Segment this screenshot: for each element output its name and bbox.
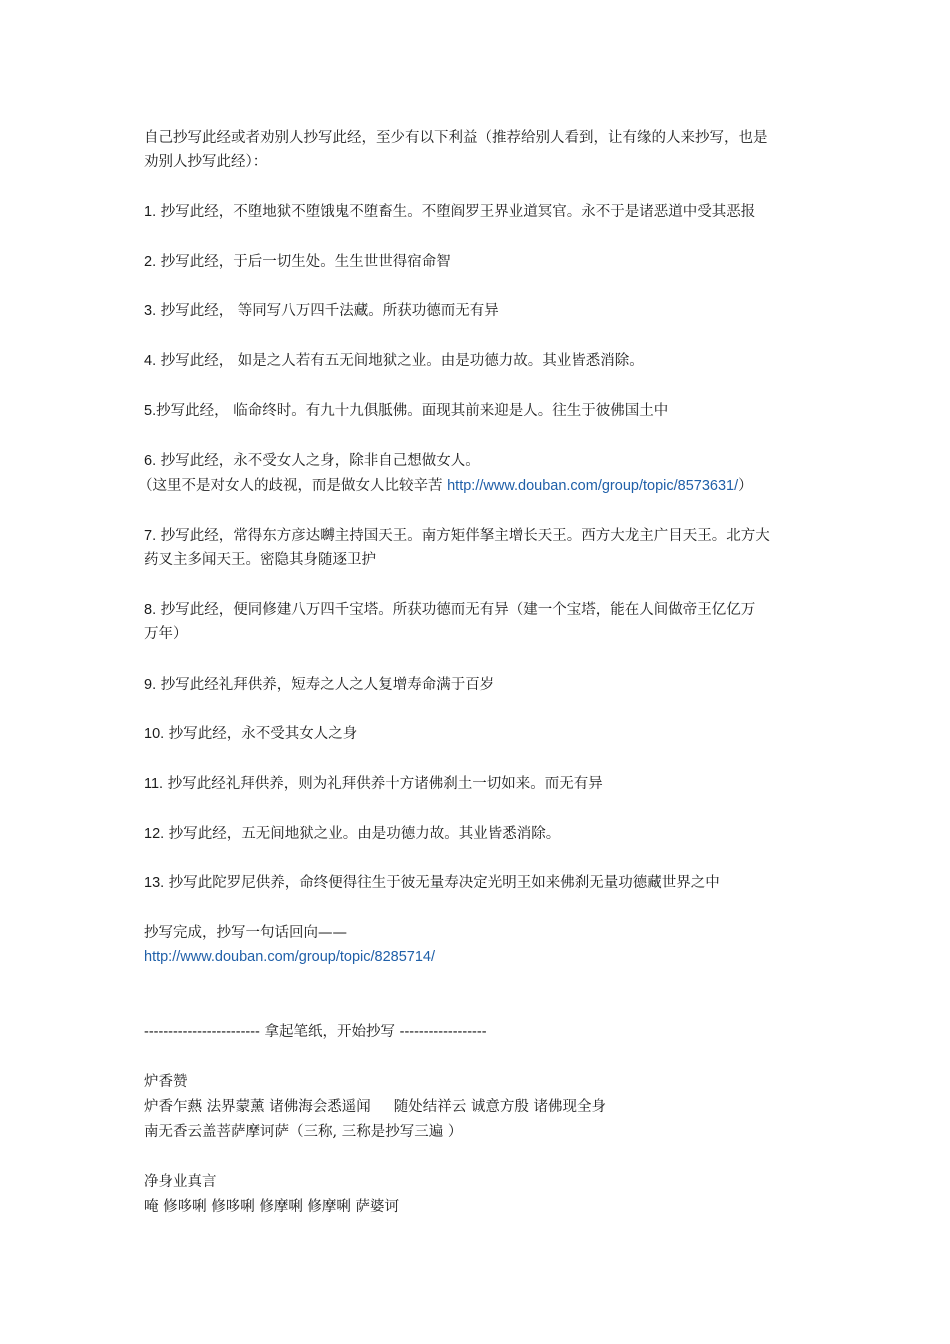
douban-topic-link-8573631[interactable]: http://www.douban.com/group/topic/8573631/ (447, 478, 739, 494)
benefit-8-continuation: 万年） (144, 626, 188, 642)
purify-title: 净身业真言 (144, 1174, 217, 1190)
benefit-text: 抄写此经，永不受其女人之身 (164, 726, 358, 742)
benefit-text: 抄写此经，于后一切生处。生生世世得宿命智 (156, 254, 451, 270)
benefit-number: 11. (144, 776, 164, 792)
benefit-text: 抄写此经礼拜供养，短寿之人之人复增寿命满于百岁 (156, 677, 495, 693)
benefit-number: 5. (144, 403, 157, 419)
note-prefix: （这里不是对女人的歧视，而是做女人比较辛苦 (138, 478, 448, 494)
benefit-item (144, 871, 720, 896)
benefit-text: 抄写此经， 临命终时。有九十九俱胝佛。面现其前来迎是人。往生于彼佛国土中 (156, 403, 669, 419)
benefit-item (144, 200, 755, 225)
divider-text: 拿起笔纸，开始抄写 (259, 1024, 400, 1040)
benefit-item (144, 299, 499, 324)
benefit-number: 8. (144, 602, 157, 618)
benefit-text: 抄写此经，五无间地狱之业。由是功德力故。其业皆悉消除。 (164, 826, 561, 842)
benefit-number: 10. (144, 726, 165, 742)
divider-dashes-left: ------------------------ (144, 1024, 260, 1040)
benefit-item (144, 399, 668, 424)
benefit-item (144, 250, 451, 275)
benefit-item (144, 673, 494, 698)
benefit-number: 12. (144, 826, 165, 842)
benefit-item (144, 722, 357, 747)
completion-link-row (144, 945, 435, 970)
douban-topic-link-8285714[interactable]: http://www.douban.com/group/topic/8285714/ (144, 949, 435, 965)
benefit-text: 抄写此经， 如是之人若有五无间地狱之业。由是功德力故。其业皆悉消除。 (156, 353, 644, 369)
purify-line-1: 唵 修哆唎 修哆唎 修摩唎 修摩唎 萨婆诃 (144, 1199, 400, 1215)
intro-line-2: 劝别人抄写此经）： (144, 154, 268, 170)
benefit-7-continuation: 药叉主多闻天王。密隐其身随逐卫护 (144, 552, 376, 568)
benefit-item (144, 449, 480, 474)
section-divider (144, 1020, 487, 1045)
divider-dashes-right: ------------------ (399, 1024, 487, 1040)
incense-line-1: 炉香乍爇 法界蒙薰 诸佛海会悉遥闻 随处结祥云 诚意方殷 诸佛现全身 (144, 1099, 606, 1115)
benefit-number: 9. (144, 677, 157, 693)
benefit-text: 抄写此经，永不受女人之身，除非自己想做女人。 (156, 453, 480, 469)
completion-text: 抄写完成，抄写一句话回向—— (144, 925, 347, 941)
benefit-item (144, 822, 560, 847)
benefit-text: 抄写此经礼拜供养，则为礼拜供养十方诸佛刹土一切如来。而无有异 (163, 776, 603, 792)
benefit-number: 4. (144, 353, 157, 369)
benefit-number: 2. (144, 254, 157, 270)
incense-title: 炉香赞 (144, 1074, 188, 1090)
intro-line-1: 自己抄写此经或者劝别人抄写此经，至少有以下利益（推荐给别人看到，让有缘的人来抄写，也是 (144, 130, 768, 146)
benefit-item (144, 772, 603, 797)
benefit-item (144, 524, 770, 549)
incense-line-2: 南无香云盖菩萨摩诃萨（三称, 三称是抄写三遍 ） (144, 1124, 463, 1140)
benefit-text: 抄写此经，常得东方彦达嚩主持国天王。南方矩伴拏主增长天王。西方大龙主广目天王。北方大 (156, 528, 770, 544)
benefit-number: 1. (144, 204, 157, 220)
benefit-6-note (138, 474, 753, 499)
benefit-number: 13. (144, 875, 165, 891)
benefit-text: 抄写此陀罗尼供养，命终便得往生于彼无量寿决定光明王如来佛刹无量功德藏世界之中 (164, 875, 720, 891)
benefit-item (144, 598, 755, 623)
benefit-item (144, 349, 644, 374)
benefit-number: 7. (144, 528, 157, 544)
benefit-number: 3. (144, 303, 157, 319)
benefit-number: 6. (144, 453, 157, 469)
benefit-text: 抄写此经，便同修建八万四千宝塔。所获功德而无有异（建一个宝塔，能在人间做帝王亿亿万 (156, 602, 756, 618)
benefit-text: 抄写此经， 等同写八万四千法藏。所获功德而无有异 (156, 303, 499, 319)
benefit-text: 抄写此经，不堕地狱不堕饿鬼不堕畜生。不堕阎罗王界业道冥官。永不于是诸恶道中受其恶报 (156, 204, 756, 220)
note-suffix: ） (738, 478, 753, 494)
